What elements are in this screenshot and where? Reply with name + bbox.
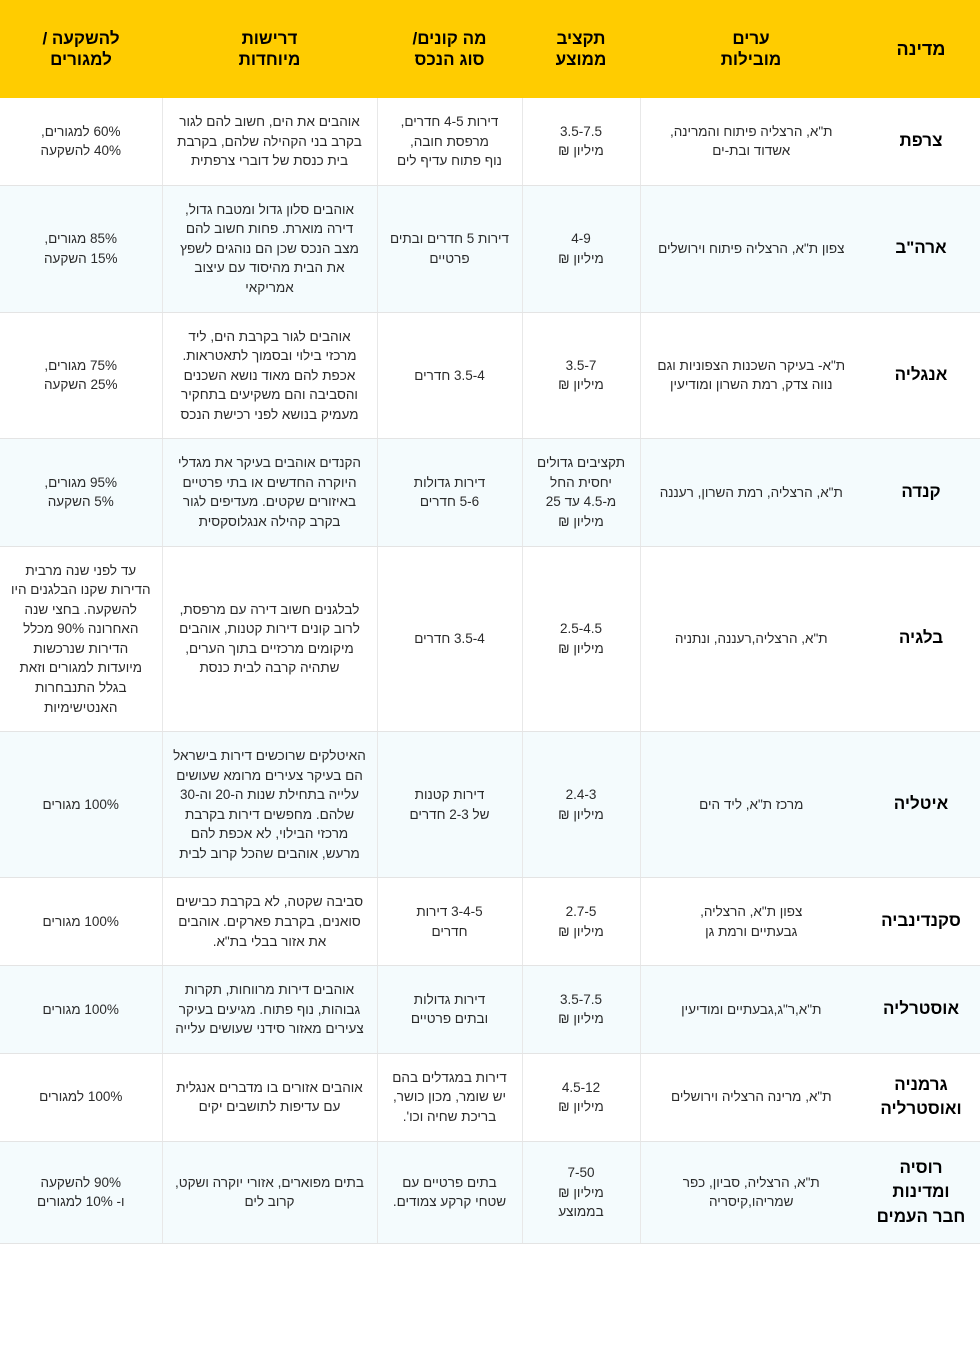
cell-investment: 90% להשקעה ו- 10% למגורים — [0, 1141, 162, 1244]
cell-budget: 4-9 מיליון ₪ — [522, 185, 640, 312]
cell-budget: 2.7-5 מיליון ₪ — [522, 878, 640, 966]
cell-requirements: בתים מפוארים, אזורי יוקרה ושקט, קרוב לים — [162, 1141, 377, 1244]
cell-investment: 60% למגורים, 40% להשקעה — [0, 98, 162, 185]
column-header-requirements: דרישות מיוחדות — [162, 0, 377, 98]
cell-budget: תקציבים גדולים יחסית החל מ-4.5 עד 25 מיליון ₪ — [522, 439, 640, 546]
cell-investment: 100% מגורים — [0, 966, 162, 1054]
table-row — [0, 439, 980, 546]
cell-investment: 100% למגורים — [0, 1053, 162, 1141]
cell-budget: 4.5-12 מיליון ₪ — [522, 1053, 640, 1141]
cell-type: דירות קטנות של 2-3 חדרים — [377, 732, 522, 878]
cell-country: בלגיה — [862, 546, 980, 732]
table-row — [0, 966, 980, 1054]
cell-country: אוסטרליה — [862, 966, 980, 1054]
cell-cities: צפון ת"א, הרצליה, גבעתיים ורמת גן — [640, 878, 862, 966]
cell-type: דירות במגדלים בהם יש שומר, מכון כושר, בריכת שחיה וכו'. — [377, 1053, 522, 1141]
cell-cities: ת"א,ר"ג,גבעתיים ומודיעין — [640, 966, 862, 1054]
cell-country: צרפת — [862, 98, 980, 185]
cell-investment: 95% מגורים, 5% השקעה — [0, 439, 162, 546]
cell-country: רוסיה ומדינות חבר העמים — [862, 1141, 980, 1244]
cell-requirements: אוהבים סלון גדול ומטבח גדול, דירה מוארת. פחות חשוב להם מצב הנכס שכן הם נוהגים לשפץ את הבית מהיסוד עם עיצוב אמריקאי — [162, 185, 377, 312]
table-row — [0, 546, 980, 732]
cell-country: קנדה — [862, 439, 980, 546]
cell-cities: ת"א, הרצליה,רעננה, ונתניה — [640, 546, 862, 732]
cell-country: סקנדינביה — [862, 878, 980, 966]
cell-cities: ת"א, הרצליה פיתוח והמרינה, אשדוד ובת-ים — [640, 98, 862, 185]
cell-requirements: לבלגנים חשוב דירה עם מרפסת, לרוב קונים דירות קטנות, אוהבים מיקומים מרכזיים בתוך הערים, שתהיה קרבה לבית כנסת — [162, 546, 377, 732]
cell-budget: 2.5-4.5 מיליון ₪ — [522, 546, 640, 732]
cell-budget: 7-50 מיליון ₪ בממוצע — [522, 1141, 640, 1244]
cell-country: אנגליה — [862, 312, 980, 439]
column-header-type: מה קונים/ סוג הנכס — [377, 0, 522, 98]
table-row — [0, 98, 980, 185]
cell-requirements: אוהבים אזורים בו מדברים אנגלית עם עדיפות לתושבים יקים — [162, 1053, 377, 1141]
cell-type: 3.5-4 חדרים — [377, 312, 522, 439]
cell-type: 3-4-5 דירות חדרים — [377, 878, 522, 966]
column-header-country: מדינה — [862, 0, 980, 98]
table-row — [0, 732, 980, 878]
cell-type: דירות 4-5 חדרים, מרפסת חובה, נוף פתוח עדיף לים — [377, 98, 522, 185]
cell-budget: 2.4-3 מיליון ₪ — [522, 732, 640, 878]
cell-type: דירות גדולות 5-6 חדרים — [377, 439, 522, 546]
cell-requirements: אוהבים דירות מרווחות, תקרות גבוהות, נוף פתוח. מגיעים בעיקר צעירים מאזור סידני שעושים עלייה — [162, 966, 377, 1054]
cell-budget: 3.5-7.5 מיליון ₪ — [522, 98, 640, 185]
cell-country: איטליה — [862, 732, 980, 878]
table-header-row — [0, 0, 980, 98]
cell-type: בתים פרטיים עם שטחי קרקע צמודים. — [377, 1141, 522, 1244]
cell-type: דירות גדולות ובתים פרטיים — [377, 966, 522, 1054]
cell-country: ארה"ב — [862, 185, 980, 312]
table-row — [0, 1141, 980, 1244]
cell-requirements: אוהבים את הים, חשוב להם לגור בקרב בני הקהילה שלהם, בקרבת בית כנסת של דוברי צרפתית — [162, 98, 377, 185]
cell-cities: ת"א- בעיקר השכנות הצפוניות וגם נווה צדק, רמת השרון ומודיעין — [640, 312, 862, 439]
cell-cities: צפון ת"א, הרצליה פיתוח וירושלים — [640, 185, 862, 312]
cell-cities: ת"א, מרינה הרצליה וירושלים — [640, 1053, 862, 1141]
cell-type: 3.5-4 חדרים — [377, 546, 522, 732]
column-header-cities: ערים מובילות — [640, 0, 862, 98]
table-row — [0, 312, 980, 439]
cell-requirements: אוהבים לגור בקרבת הים, ליד מרכזי בילוי ובסמוך לתאטראות. אכפת להם מאוד נושא השכנים והסביבה והם משקיעים בתחקיר מעמיק בנושא לפני רכישת הנכס — [162, 312, 377, 439]
cell-requirements: האיטלקים שרוכשים דירות בישראל הם בעיקר צעירים מרומא שעושים עלייה בתחילת שנות ה-20 וה-30 שלהם. מחפשים דירות בקרבת מרכזי הבילוי, לא אכפת להם מרעש, אוהבים שהכל קרוב לבית — [162, 732, 377, 878]
cell-investment: 100% מגורים — [0, 732, 162, 878]
cell-country: גרמניה ואוסטרליה — [862, 1053, 980, 1141]
cell-requirements: סביבה שקטה, לא בקרבת כבישים סואנים, בקרבת פארקים. אוהבים את אזור בבלי בת"א. — [162, 878, 377, 966]
table-row — [0, 1053, 980, 1141]
cell-cities: ת"א, הרצליה, סביון, כפר שמריהו,קיסריה — [640, 1141, 862, 1244]
cell-budget: 3.5-7.5 מיליון ₪ — [522, 966, 640, 1054]
table-row — [0, 185, 980, 312]
table-header — [0, 0, 980, 98]
table-body — [0, 98, 980, 1244]
cell-budget: 3.5-7 מיליון ₪ — [522, 312, 640, 439]
cell-investment: 75% מגורים, 25% השקעה — [0, 312, 162, 439]
cell-investment: עד לפני שנה מרבית הדירות שקנו הבלגנים היו להשקעה. בחצי שנה האחרונה 90% מכלל הדירות שנרכשות מיועדות למגורים וזאת בגלל התנבחרות האנטישימיות — [0, 546, 162, 732]
cell-requirements: הקנדים אוהבים בעיקר את מגדלי היוקרה החדשים או בתי פרטיים באיזורים שקטים. מעדיפים לגור בקרב קהילה אנגלוסקסית — [162, 439, 377, 546]
cell-type: דירות 5 חדרים ובתים פרטיים — [377, 185, 522, 312]
cell-cities: ת"א, הרצליה, רמת השרון, רעננה — [640, 439, 862, 546]
cell-investment: 100% מגורים — [0, 878, 162, 966]
table-row — [0, 878, 980, 966]
column-header-budget: תקציב ממוצע — [522, 0, 640, 98]
column-header-investment: להשקעה / למגורים — [0, 0, 162, 98]
cell-investment: 85% מגורים, 15% השקעה — [0, 185, 162, 312]
cell-cities: מרכז ת"א, ליד הים — [640, 732, 862, 878]
